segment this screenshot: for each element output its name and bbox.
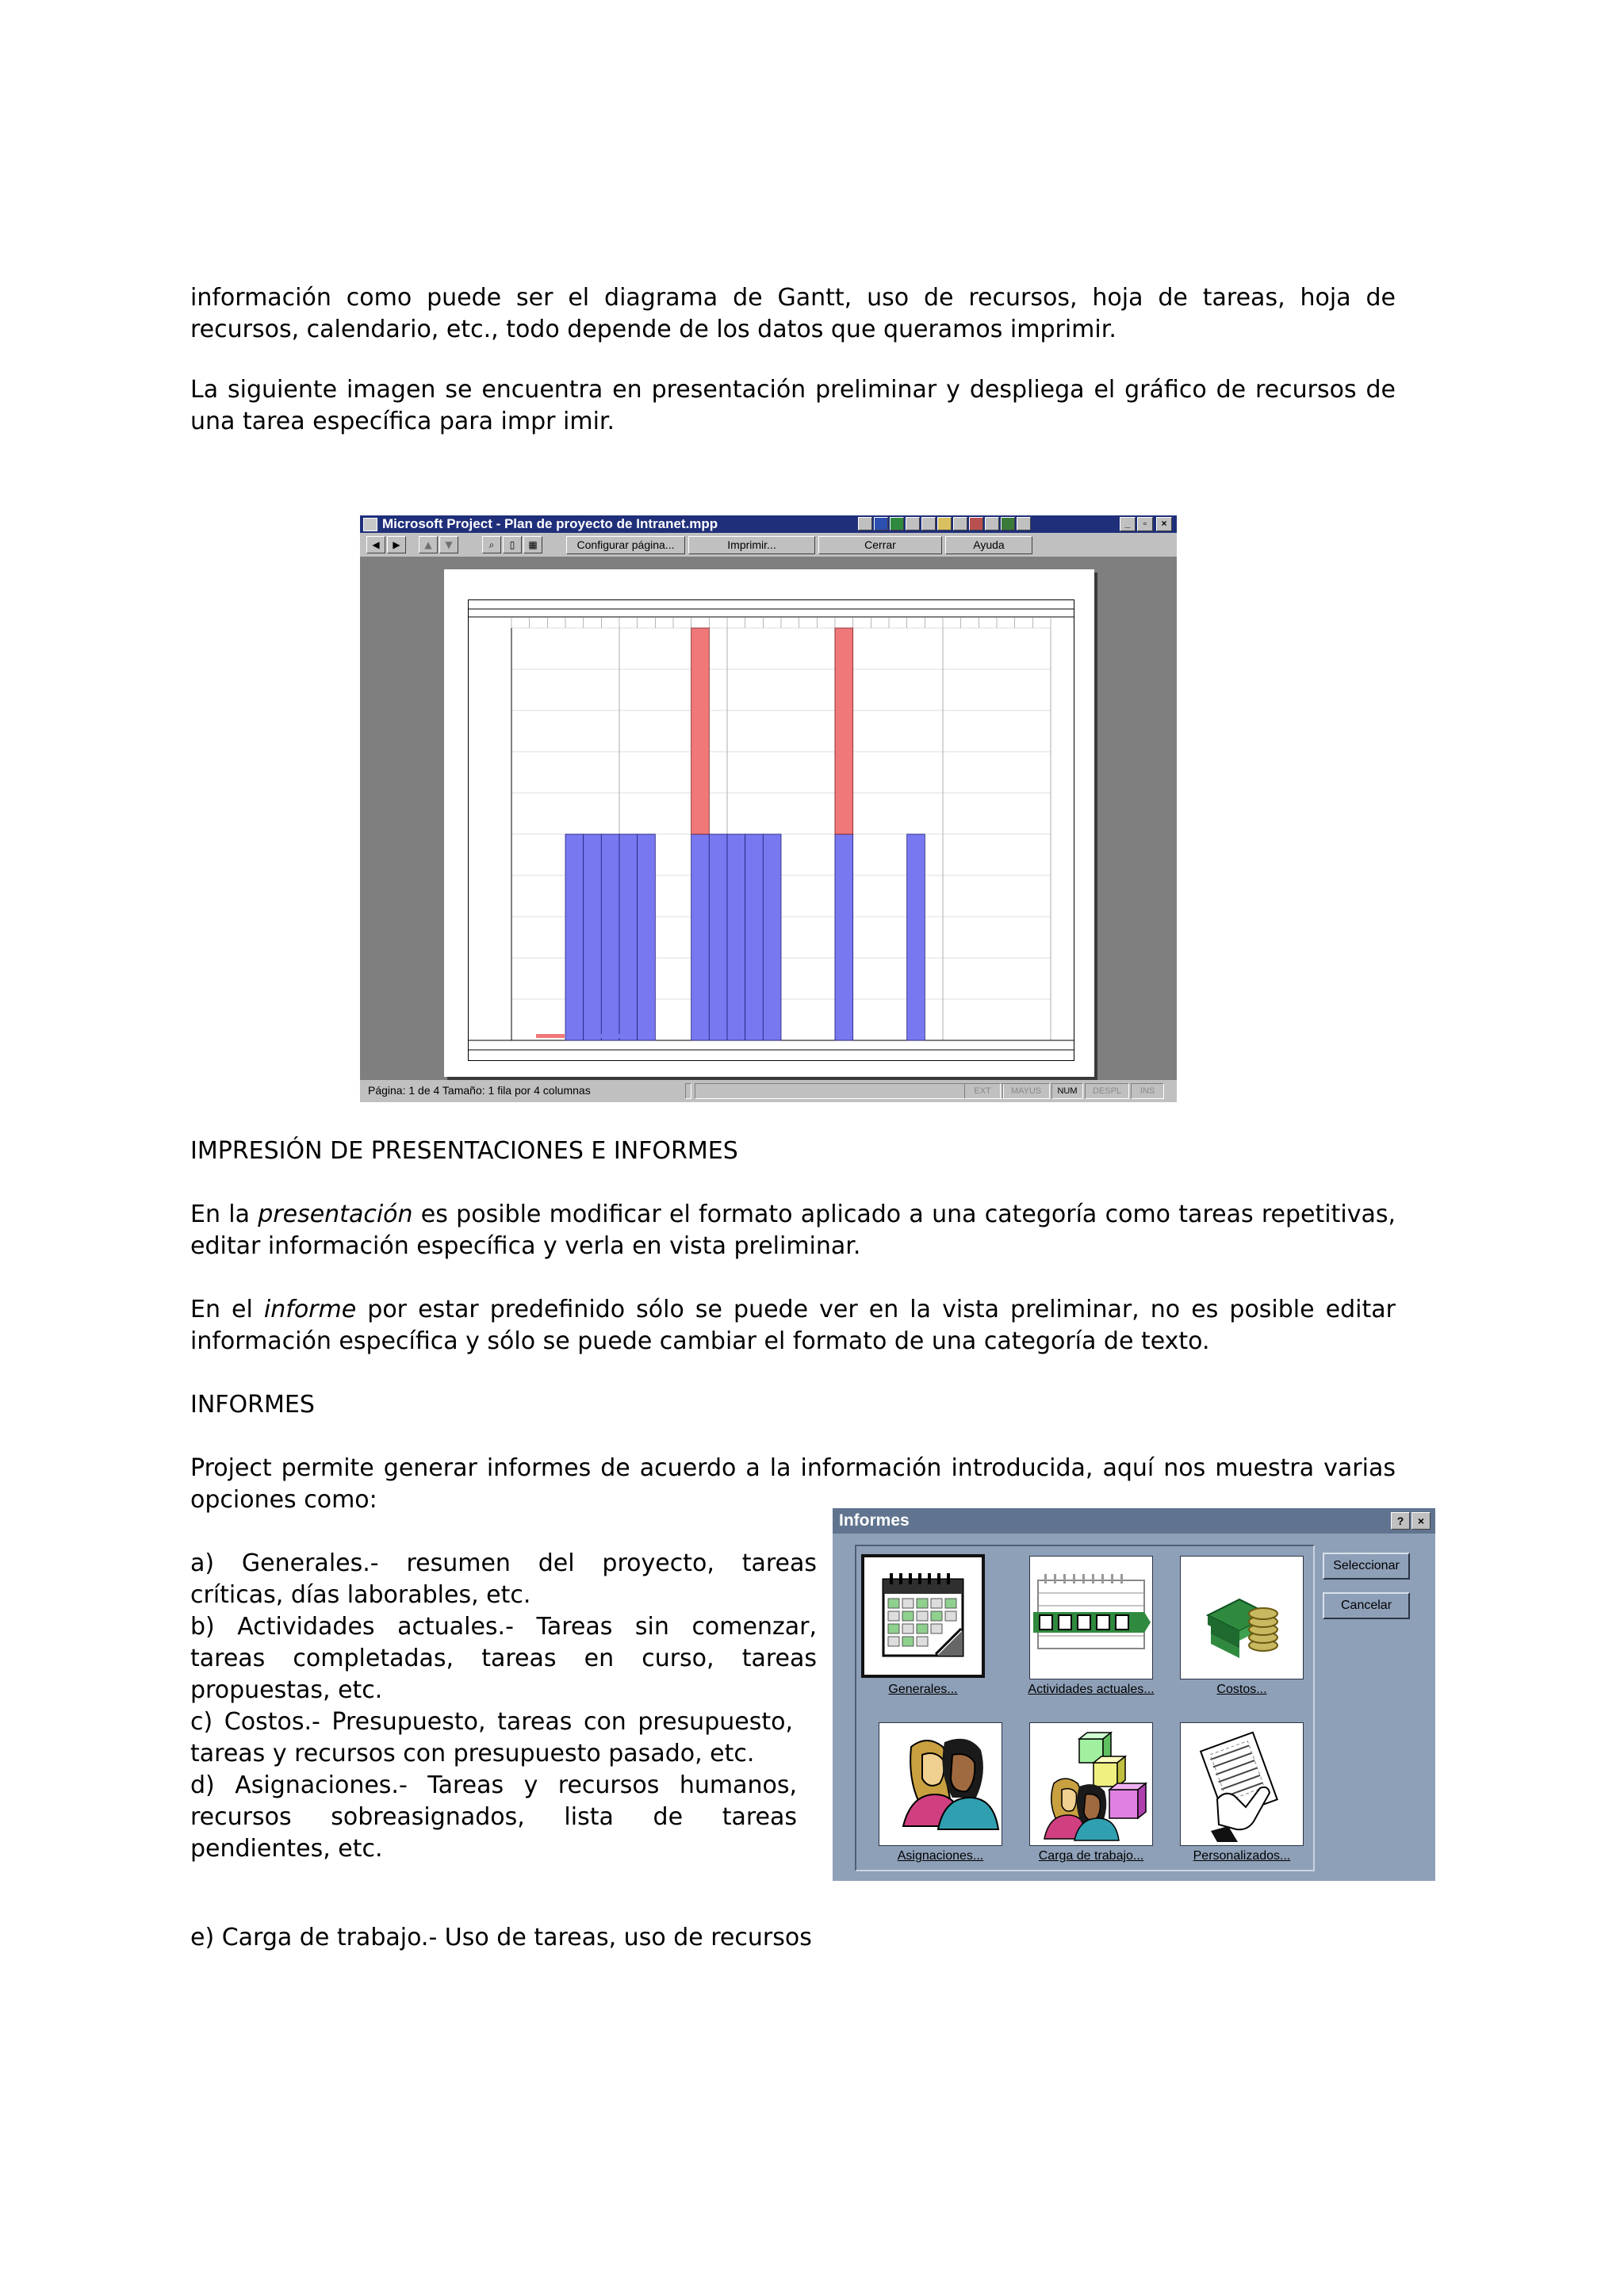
list-item-asignaciones: d) Asignaciones.- Tareas y recursos humanos, recursos sobreasignados, lista de tareas pendientes, etc. (190, 1771, 797, 1863)
indicator-ext: EXT (964, 1083, 1001, 1099)
preview-toolbar (360, 533, 1177, 557)
tile-label-carga[interactable] (1012, 1849, 1170, 1863)
tile-label-asignaciones[interactable] (861, 1849, 1020, 1863)
schedule-icon[interactable] (969, 517, 983, 530)
legend-swatch-over (536, 1034, 565, 1038)
report-category-panel (855, 1545, 1315, 1871)
informes-title: Informes (839, 1511, 910, 1530)
indicator-despl: DESPL (1085, 1083, 1129, 1099)
nav-right-button[interactable]: ▶ (387, 536, 406, 553)
help-button[interactable]: Ayuda (945, 536, 1032, 554)
print-button[interactable]: Imprimir... (688, 536, 815, 554)
configure-page-button[interactable]: Configurar página... (566, 536, 685, 554)
indicator-mayus: MAYUS (1002, 1083, 1050, 1099)
workload-icon (1030, 1723, 1152, 1845)
bar-overallocated (691, 628, 710, 834)
tile-costos[interactable] (1180, 1556, 1304, 1679)
nav-up-button[interactable]: ▲ (419, 536, 438, 553)
calendar-icon (864, 1557, 982, 1675)
emphasis-presentacion: presentación (258, 1201, 413, 1228)
nav-down-button[interactable]: ▼ (439, 536, 458, 553)
text-run: En el (190, 1296, 264, 1323)
heading-impresion: IMPRESIÓN DE PRESENTACIONES E INFORMES (190, 1137, 738, 1165)
help-icon[interactable]: ? (1391, 1512, 1410, 1530)
text-run: por estar predefinido sólo se puede ver en la vista preliminar, no es posible editar información específica y sólo se puede cambiar el formato de una categoría de texto. (190, 1296, 1396, 1355)
status-field-blank (695, 1083, 1004, 1099)
cancel-button[interactable]: Cancelar (1323, 1592, 1410, 1619)
app-icon (363, 518, 377, 531)
heading-informes: INFORMES (190, 1391, 315, 1419)
list-item-carga: e) Carga de trabajo.- Uso de tareas, uso de recursos (190, 1924, 812, 1951)
preview-page (444, 569, 1094, 1077)
tile-label-personalizados[interactable] (1162, 1849, 1321, 1863)
bar-assigned (835, 834, 853, 1040)
label-text: Asignaciones... (897, 1849, 984, 1863)
powerpoint-icon[interactable] (906, 517, 920, 530)
informes-dialog-screenshot (833, 1508, 1435, 1881)
status-divider (685, 1083, 691, 1099)
bar-assigned (584, 834, 602, 1040)
minimize-button[interactable]: _ (1120, 517, 1136, 531)
status-bar (360, 1080, 1177, 1102)
bar-assigned (727, 834, 745, 1040)
bar-assigned (709, 834, 727, 1040)
bar-assigned (638, 834, 656, 1040)
paragraph-project-informes: Project permite generar informes de acuerdo a la información introducida, aquí nos muestra varias opciones como: (190, 1454, 1396, 1514)
excel-icon[interactable] (890, 517, 904, 530)
close-icon[interactable]: × (1411, 1512, 1431, 1530)
label-text: Generales... (888, 1683, 958, 1696)
label-text: Costos... (1216, 1683, 1267, 1696)
resource-graph (468, 599, 1074, 1061)
bar-assigned (763, 834, 781, 1040)
network-icon[interactable] (953, 517, 967, 530)
maximize-button[interactable]: ▫ (1137, 517, 1153, 531)
label-text: Personalizados... (1193, 1849, 1291, 1863)
timeline-icon (1030, 1557, 1152, 1679)
zoom-icon[interactable]: ⌕ (482, 536, 501, 553)
bar-assigned (745, 834, 764, 1040)
taskbar-app-icon[interactable] (858, 517, 872, 530)
legend-swatch-normal (593, 1034, 622, 1038)
bar-assigned (619, 834, 638, 1040)
tile-personalizados[interactable] (1180, 1722, 1304, 1846)
help-assistant-icon[interactable] (1017, 517, 1031, 530)
preview-window-title: Microsoft Project - Plan de proyecto de Intranet.mpp (382, 516, 718, 531)
list-item-actividades: b) Actividades actuales.- Tareas sin comenzar, tareas completadas, tareas en curso, tareas propuestas, etc. (190, 1613, 817, 1704)
status-text: Página: 1 de 4 Tamaño: 1 fila por 4 columnas (368, 1084, 591, 1097)
nav-left-button[interactable]: ◀ (366, 536, 385, 553)
list-item-costos: c) Costos.- Presupuesto, tareas con presupuesto, tareas y recursos con presupuesto pasado, etc. (190, 1708, 793, 1767)
paragraph-preview-description: La siguiente imagen se encuentra en presentación preliminar y despliega el gráfico de recursos de una tarea específica para impr imir. (190, 376, 1396, 435)
paragraph-intro: información como puede ser el diagrama de Gantt, uso de recursos, hoja de tareas, hoja de recursos, calendario, etc., todo depende de los datos que queramos imprimir. (190, 284, 1396, 343)
tools-icon[interactable] (985, 517, 999, 530)
informes-title-bar (833, 1508, 1435, 1534)
word-icon[interactable] (874, 517, 888, 530)
label-text: Actividades actuales... (1028, 1683, 1155, 1696)
bar-assigned (601, 834, 619, 1040)
tile-label-actividades[interactable] (1012, 1683, 1170, 1697)
bar-assigned (907, 834, 925, 1040)
preview-title-bar (360, 515, 1177, 533)
tile-asignaciones[interactable] (879, 1722, 1002, 1846)
tile-carga-trabajo[interactable] (1029, 1722, 1153, 1846)
one-page-icon[interactable]: ▯ (503, 536, 522, 553)
text-run: es posible modificar el formato aplicado a una categoría como tareas repetitivas, editar información específica y verla en vista preliminar. (190, 1201, 1396, 1260)
close-window-button[interactable]: × (1156, 517, 1172, 531)
bar-assigned (565, 834, 584, 1040)
bar-overallocated (835, 628, 853, 834)
tile-label-generales[interactable] (844, 1683, 1002, 1697)
save-icon[interactable] (1001, 517, 1015, 530)
indicator-num: NUM (1051, 1083, 1083, 1099)
access-icon[interactable] (921, 517, 936, 530)
indicator-ins: INS (1131, 1083, 1164, 1099)
bar-assigned (691, 834, 710, 1040)
tile-actividades[interactable] (1029, 1556, 1153, 1679)
label-text: Carga de trabajo... (1038, 1849, 1144, 1863)
paragraph-presentacion (190, 1199, 1396, 1262)
select-button[interactable]: Seleccionar (1323, 1553, 1410, 1580)
paragraph-informe (190, 1294, 1396, 1358)
folder-icon[interactable] (937, 517, 952, 530)
text-run: En la (190, 1201, 259, 1228)
tile-label-costos[interactable] (1162, 1683, 1321, 1697)
money-icon (1181, 1557, 1303, 1679)
people-icon (879, 1723, 1002, 1845)
custom-report-icon (1181, 1723, 1303, 1845)
list-item-generales: a) Generales.- resumen del proyecto, tareas críticas, días laborables, etc. (190, 1549, 817, 1609)
close-preview-button[interactable]: Cerrar (818, 536, 942, 554)
print-preview-screenshot (360, 515, 1177, 1102)
multi-page-icon[interactable]: ▦ (523, 536, 542, 553)
emphasis-informe: informe (263, 1296, 357, 1323)
tile-generales[interactable] (861, 1554, 985, 1678)
